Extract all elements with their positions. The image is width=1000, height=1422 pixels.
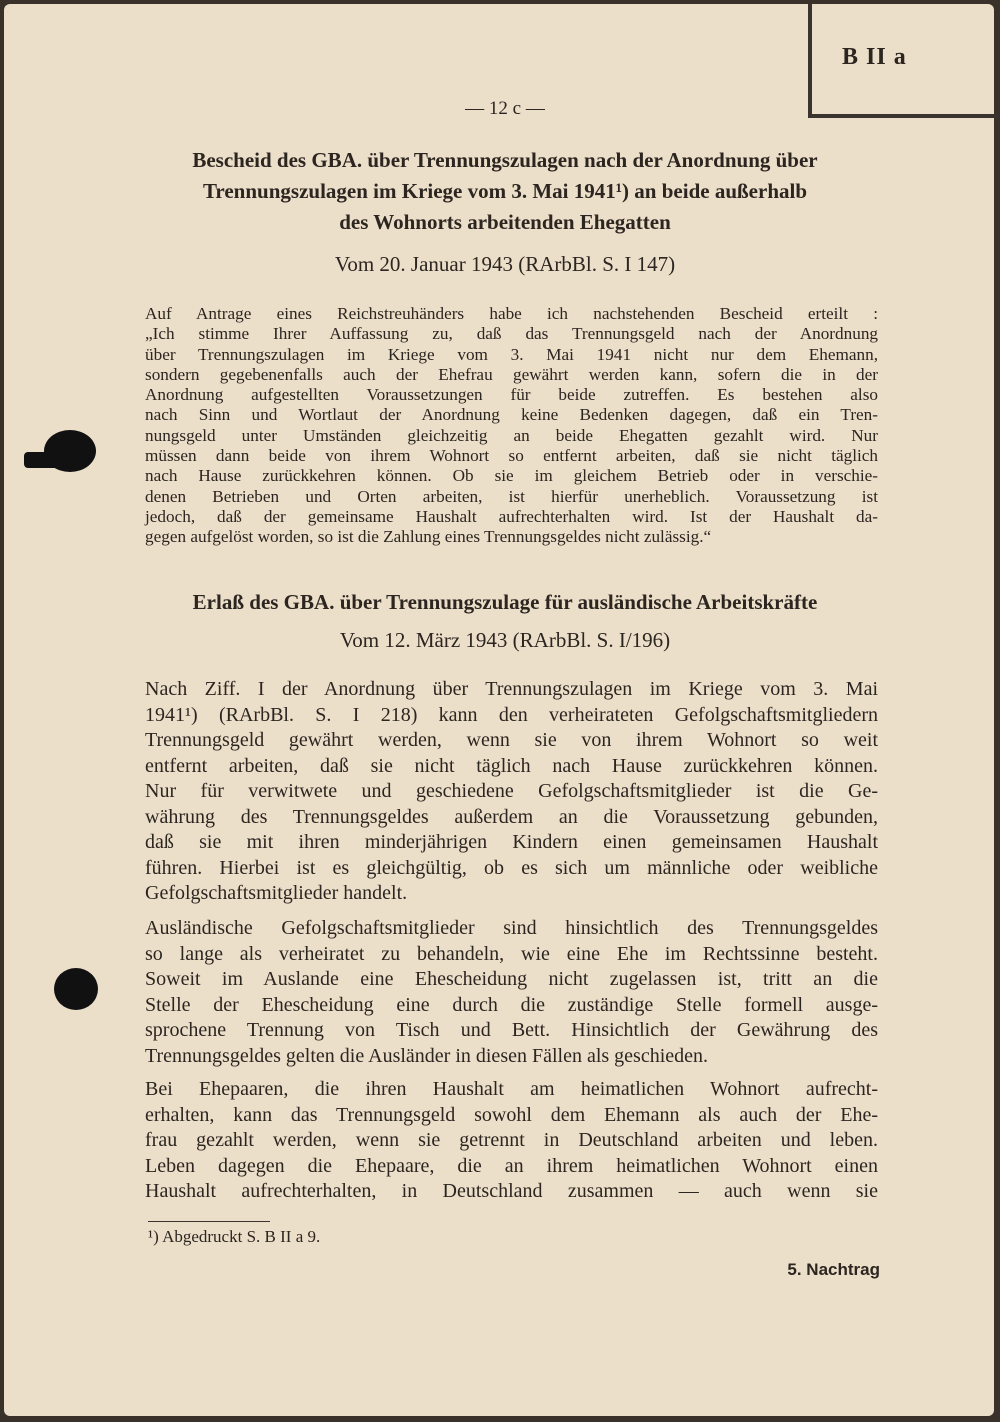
section1-heading — [100, 145, 910, 238]
text-line: denen Betrieben und Orten arbeiten, ist hierfür unerheblich. Voraussetzung ist — [145, 486, 878, 506]
text-line: nach Sinn und Wortlaut der Anordnung keine Bedenken dagegen, daß ein Tren- — [145, 405, 878, 425]
footnote: ¹) Abgedruckt S. B II a 9. — [148, 1227, 321, 1246]
section2-heading: Erlaß des GBA. über Trennungszulage für ausländische Arbeitskräfte — [192, 590, 818, 614]
text-line: führen. Hierbei ist es gleichgültig, ob es sich um männliche oder weibliche — [145, 856, 878, 879]
text-line: sprochene Trennung von Tisch und Bett. Hinsichtlich der Gewährung des — [145, 1019, 878, 1041]
text-line: Soweit im Auslande eine Ehescheidung nicht zugelassen ist, tritt an die — [145, 968, 878, 990]
text-line: entfernt arbeiten, daß sie nicht täglich nach Hause zurückkehren können. — [145, 754, 878, 777]
heading-line: Bescheid des GBA. über Trennungszulagen nach der Anordnung über — [192, 148, 818, 172]
supplement-label: 5. Nachtrag — [787, 1260, 880, 1279]
section2-paragraph-3 — [145, 1077, 878, 1205]
text-line: nungsgeld unter Umständen gleichzeitig an beide Ehegatten gezahlt wird. Nur — [145, 425, 878, 445]
text-line: Anordnung aufgestellten Voraussetzungen für beide zutreffen. Es bestehen also — [145, 385, 878, 405]
text-line: nach Hause zurückkehren können. Ob sie im gleichem Betrieb oder in verschie- — [145, 466, 878, 486]
text-line: Ausländische Gefolgschaftsmitglieder sind hinsichtlich des Trennungsgeldes — [145, 917, 878, 939]
text-line: gegen aufgelöst worden, so ist die Zahlung eines Trennungsgeldes nicht zulässig.“ — [145, 527, 712, 547]
text-line: Bei Ehepaaren, die ihren Haushalt am heimatlichen Wohnort aufrecht- — [145, 1078, 878, 1100]
punch-hole-smear — [24, 452, 64, 468]
text-line: Trennungsgeldes gelten die Ausländer in diesen Fällen als geschieden. — [145, 1044, 709, 1067]
text-line: Nach Ziff. I der Anordnung über Trennungszulagen im Kriege vom 3. Mai — [145, 678, 878, 700]
text-line: Gefolgschaftsmitglieder handelt. — [145, 882, 408, 904]
section-tab-label: B II a — [842, 44, 907, 70]
section2-paragraph-2 — [145, 916, 878, 1069]
text-line: daß sie mit ihren minderjährigen Kindern einen gemeinsamen Haushalt — [145, 831, 878, 853]
punch-hole — [54, 968, 98, 1010]
text-line: erhalten, kann das Trennungsgeld sowohl dem Ehemann als auch der Ehe- — [145, 1103, 878, 1126]
text-line: Leben dagegen die Ehepaare, die an ihrem heimatlichen Wohnort einen — [145, 1154, 878, 1177]
text-line: „Ich stimme Ihrer Auffassung zu, daß das Trennungsgeld nach der Anordnung — [145, 324, 878, 344]
text-line: 1941¹) (RArbBl. S. I 218) kann den verheirateten Gefolgschaftsmitgliedern — [145, 703, 878, 726]
text-line: jedoch, daß der gemeinsame Haushalt aufrechterhalten wird. Ist der Haushalt da- — [145, 506, 878, 526]
section1-paragraph — [145, 304, 878, 548]
heading-line: des Wohnorts arbeitenden Ehegatten — [339, 210, 671, 234]
section2-paragraph-1 — [145, 677, 878, 907]
text-line: Trennungsgeld gewährt werden, wenn sie von ihrem Wohnort so weit — [145, 729, 878, 751]
section1-date: Vom 20. Januar 1943 (RArbBl. S. I 147) — [334, 252, 676, 276]
text-line: über Trennungszulagen im Kriege vom 3. Mai 1941 nicht nur dem Ehemann, — [145, 344, 878, 364]
page-number: — 12 c — — [465, 98, 545, 119]
footnote-rule — [148, 1221, 270, 1222]
heading-line: Trennungszulagen im Kriege vom 3. Mai 1941¹) an beide außerhalb — [202, 179, 808, 203]
text-line: so lange als verheiratet zu behandeln, wie eine Ehe im Rechtssinne besteht. — [145, 942, 878, 965]
text-line: müssen dann beide von ihrem Wohnort so entfernt arbeiten, daß sie nicht täglich — [145, 446, 878, 466]
section2-date: Vom 12. März 1943 (RArbBl. S. I/196) — [339, 628, 671, 652]
text-line: währung des Trennungsgeldes außerdem an die Voraussetzung gebunden, — [145, 805, 878, 828]
text-line: Nur für verwitwete und geschiedene Gefolgschaftsmitglieder ist die Ge- — [145, 780, 878, 802]
text-line: Auf Antrage eines Reichstreuhänders habe ich nachstehenden Bescheid erteilt : — [145, 304, 878, 323]
text-line: frau gezahlt werden, wenn sie getrennt in Deutschland arbeiten und leben. — [145, 1129, 878, 1151]
text-line: Stelle der Ehescheidung eine durch die zuständige Stelle formell ausge- — [145, 993, 878, 1016]
text-line: sondern gegebenenfalls auch der Ehefrau gewährt werden kann, sofern die in der — [145, 364, 878, 384]
text-line: Haushalt aufrechterhalten, in Deutschland zusammen — auch wenn sie — [145, 1180, 878, 1202]
